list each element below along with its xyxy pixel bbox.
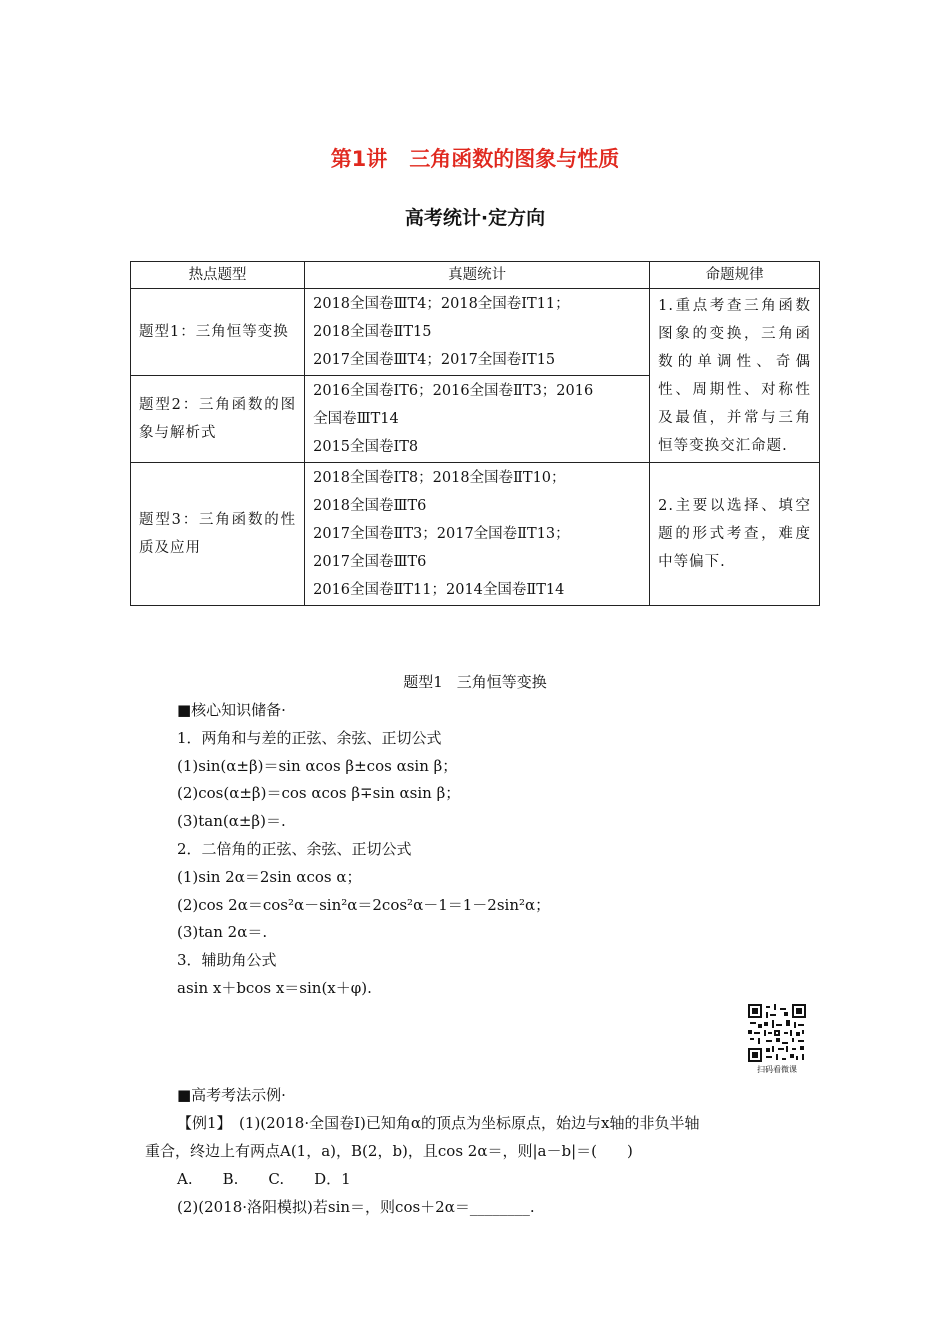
topic-cell: 题型3：三角函数的性质及应用 — [131, 463, 305, 606]
knowledge-line: (3)tan 2α＝. — [177, 923, 268, 942]
knowledge-line: 3．辅助角公式 — [177, 951, 277, 970]
pattern-cell: 2.主要以选择、填空题的形式考查，难度中等偏下. — [650, 463, 820, 606]
qr-caption: 扫码看微课 — [757, 1065, 797, 1074]
topic-cell: 题型2：三角函数的图象与解析式 — [131, 376, 305, 463]
example-1-line-2: 重合，终边上有两点A(1，a)，B(2，b)，且cos 2α＝，则|a－b|＝( ) — [145, 1142, 633, 1160]
section-name: 三角恒等变换 — [456, 673, 547, 691]
knowledge-line: (3)tan(α±β)＝. — [177, 812, 286, 831]
knowledge-line: (1)sin 2α＝2sin αcos α； — [177, 867, 362, 886]
table-row — [131, 463, 820, 606]
exam-stats-table — [130, 261, 820, 606]
knowledge-line: (1)sin(α±β)＝sin αcos β±cos αsin β； — [177, 756, 458, 775]
stats-cell — [305, 289, 650, 376]
stats-cell — [305, 376, 650, 463]
example-1-options: A. B. C. D．1 — [177, 1170, 351, 1188]
example-1-line-1: 【例1】 (1)(2018·全国卷Ⅰ)已知角α的顶点为坐标原点，始边与x轴的非负半轴 — [177, 1114, 700, 1132]
stats-line: 2018全国卷ⅢT6 — [313, 498, 427, 514]
section-label: 题型1 — [403, 673, 443, 691]
header-pattern: 命题规律 — [650, 262, 820, 289]
stats-line: 2016全国卷ⅠT6；2016全国卷ⅡT3；2016 — [313, 383, 594, 399]
qr-code-icon[interactable] — [748, 1004, 806, 1062]
example-2: (2)(2018·洛阳模拟)若sin＝，则cos＋2α＝________. — [177, 1198, 535, 1216]
knowledge-line: 2．二倍角的正弦、余弦、正切公式 — [177, 839, 412, 858]
topic-cell: 题型1：三角恒等变换 — [131, 289, 305, 376]
examples-heading: ■高考考法示例· — [177, 1086, 286, 1104]
stats-line: 2017全国卷ⅡT3；2017全国卷ⅡT13； — [313, 526, 570, 542]
lecture-number: 第1讲 — [330, 147, 388, 171]
stats-line: 2016全国卷ⅡT11；2014全国卷ⅡT14 — [313, 582, 565, 598]
stats-line: 2018全国卷ⅠT8；2018全国卷ⅡT10； — [313, 470, 566, 486]
knowledge-line: (2)cos 2α＝cos²α－sin²α＝2cos²α－1＝1－2sin²α； — [177, 895, 551, 914]
section-title — [0, 671, 950, 692]
stats-line: 2017全国卷ⅢT4；2017全国卷ⅠT15 — [313, 352, 556, 368]
page-subtitle: 高考统计·定方向 — [404, 207, 546, 229]
stats-line: 全国卷ⅢT14 — [313, 411, 399, 427]
knowledge-block — [177, 697, 550, 1003]
pattern-cell: 1.重点考查三角函数图象的变换，三角函数的单调性、奇偶性、周期性、对称性及最值，并常与三角恒等变换交汇命题. — [650, 289, 820, 463]
page-title — [0, 143, 950, 173]
knowledge-line: (2)cos(α±β)＝cos αcos β∓sin αsin β； — [177, 784, 461, 803]
lecture-title: 三角函数的图象与性质 — [409, 147, 620, 171]
stats-line: 2015全国卷ⅠT8 — [313, 439, 419, 455]
stats-line: 2018全国卷ⅢT4；2018全国卷ⅠT11； — [313, 296, 570, 312]
knowledge-line: asin x＋bcos x＝sin(x＋φ). — [177, 978, 372, 997]
table-row — [131, 289, 820, 376]
header-exam-stats: 真题统计 — [305, 262, 650, 289]
knowledge-heading: ■核心知识储备· — [177, 701, 286, 719]
table-header-row — [131, 262, 820, 289]
stats-line: 2018全国卷ⅡT15 — [313, 324, 432, 340]
knowledge-line: 1．两角和与差的正弦、余弦、正切公式 — [177, 728, 442, 747]
header-hot-topic: 热点题型 — [131, 262, 305, 289]
stats-cell — [305, 463, 650, 606]
stats-line: 2017全国卷ⅢT6 — [313, 554, 427, 570]
